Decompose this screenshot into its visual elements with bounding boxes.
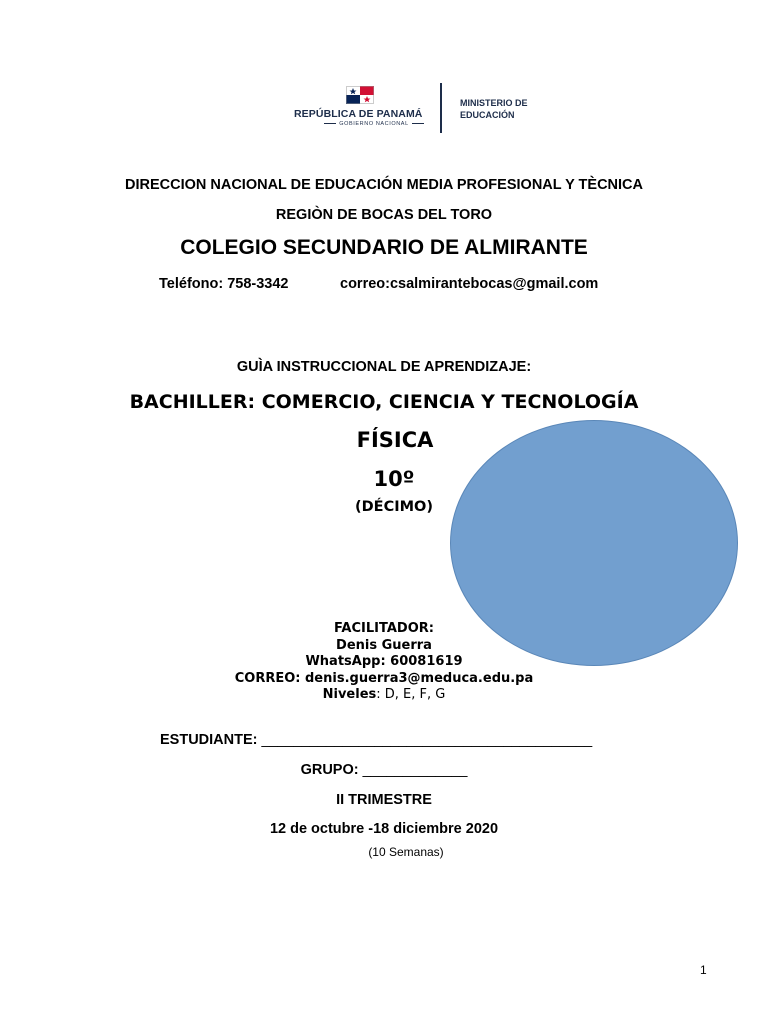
group-field[interactable] <box>0 762 768 778</box>
page-number: 1 <box>700 963 707 977</box>
school-email: correo:csalmirantebocas@gmail.com <box>340 276 599 292</box>
school-name: COLEGIO SECUNDARIO DE ALMIRANTE <box>180 236 588 259</box>
facilitator-name: Denis Guerra <box>336 637 432 653</box>
program-title: BACHILLER: COMERCIO, CIENCIA Y TECNOLOGÍA <box>129 391 639 413</box>
republic-name: REPÚBLICA DE PANAMÁ <box>294 108 423 120</box>
term-label: II TRIMESTRE <box>336 792 432 808</box>
student-label: ESTUDIANTE: <box>160 732 262 748</box>
subject-title: FÍSICA <box>356 428 434 452</box>
ministry-line-1: MINISTERIO DE <box>460 98 528 108</box>
facilitator-whatsapp: WhatsApp: 60081619 <box>305 654 463 669</box>
facilitator-block <box>0 621 768 704</box>
republic-logo <box>294 86 434 132</box>
group-line[interactable]: _____________ <box>362 762 468 778</box>
student-line[interactable]: _________________________________________ <box>261 732 593 748</box>
term-weeks: (10 Semanas) <box>368 845 444 859</box>
term-dates: 12 de octubre -18 diciembre 2020 <box>269 821 499 837</box>
direction-heading: DIRECCION NACIONAL DE EDUCACIÓN MEDIA PROFESIONAL Y TÈCNICA <box>124 177 643 193</box>
group-label: GRUPO: <box>300 762 363 778</box>
school-phone: Teléfono: 758-3342 <box>159 276 289 292</box>
guide-title: GUÌA INSTRUCCIONAL DE APRENDIZAJE: <box>236 359 532 375</box>
facilitator-email: CORREO: denis.guerra3@meduca.edu.pa <box>234 670 534 686</box>
facilitator-levels: Niveles: D, E, F, G <box>322 687 446 702</box>
student-field[interactable] <box>160 732 592 748</box>
facilitator-label: FACILITADOR: <box>334 621 434 636</box>
logo-divider <box>440 83 442 133</box>
grade-title: 10º <box>373 467 415 491</box>
government-name: GOBIERNO NACIONAL <box>294 121 454 127</box>
ministry-logo <box>460 97 528 121</box>
region-heading: REGIÒN DE BOCAS DEL TORO <box>275 207 493 223</box>
panama-flag-icon <box>346 86 374 104</box>
ministry-line-2: EDUCACIÓN <box>460 110 515 120</box>
grade-word: (DÉCIMO) <box>355 499 433 515</box>
